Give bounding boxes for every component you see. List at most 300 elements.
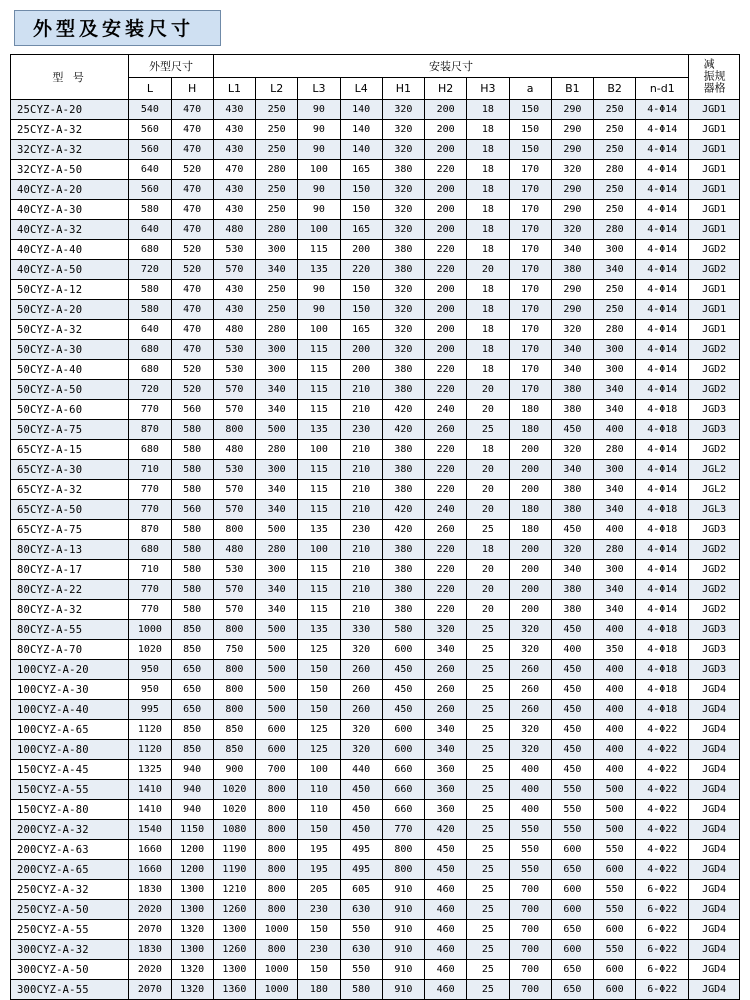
- cell-a: 170: [509, 200, 551, 220]
- cell-H2: 450: [425, 860, 467, 880]
- table-row: [11, 800, 740, 820]
- cell-damper-spec: JGD3: [689, 660, 740, 680]
- cell-H2: 220: [425, 600, 467, 620]
- cell-damper-spec: JGD4: [689, 780, 740, 800]
- cell-model: 50CYZ-A-32: [11, 320, 129, 340]
- cell-a: 150: [509, 100, 551, 120]
- cell-L: 680: [129, 360, 171, 380]
- cell-a: 170: [509, 360, 551, 380]
- cell-L4: 210: [340, 560, 382, 580]
- cell-L3: 150: [298, 820, 340, 840]
- cell-B1: 550: [551, 820, 593, 840]
- cell-damper-spec: JGD2: [689, 580, 740, 600]
- cell-L3: 115: [298, 500, 340, 520]
- cell-damper-spec: JGD1: [689, 320, 740, 340]
- cell-H3: 18: [467, 120, 509, 140]
- cell-L4: 630: [340, 940, 382, 960]
- cell-L1: 530: [213, 560, 255, 580]
- cell-B2: 400: [594, 720, 636, 740]
- cell-L3: 150: [298, 700, 340, 720]
- cell-damper-spec: JGD2: [689, 380, 740, 400]
- cell-damper-spec: JGD1: [689, 160, 740, 180]
- cell-H3: 20: [467, 560, 509, 580]
- cell-B1: 340: [551, 460, 593, 480]
- cell-L1: 1260: [213, 900, 255, 920]
- cell-H2: 220: [425, 580, 467, 600]
- cell-L: 560: [129, 140, 171, 160]
- cell-B2: 400: [594, 420, 636, 440]
- cell-L2: 500: [256, 420, 298, 440]
- cell-n-d1: 4-Φ18: [636, 400, 689, 420]
- cell-L2: 800: [256, 940, 298, 960]
- cell-B2: 400: [594, 660, 636, 680]
- cell-H1: 910: [382, 960, 424, 980]
- cell-L: 2020: [129, 960, 171, 980]
- cell-L2: 800: [256, 900, 298, 920]
- cell-L: 680: [129, 240, 171, 260]
- header-col-H1: H1: [382, 78, 424, 100]
- cell-L: 950: [129, 680, 171, 700]
- cell-L4: 210: [340, 500, 382, 520]
- cell-H2: 460: [425, 920, 467, 940]
- cell-model: 80CYZ-A-55: [11, 620, 129, 640]
- cell-H3: 20: [467, 500, 509, 520]
- cell-n-d1: 4-Φ22: [636, 820, 689, 840]
- cell-H3: 18: [467, 320, 509, 340]
- table-row: [11, 420, 740, 440]
- cell-model: 32CYZ-A-50: [11, 160, 129, 180]
- cell-B2: 600: [594, 860, 636, 880]
- cell-L: 770: [129, 480, 171, 500]
- table-row: [11, 260, 740, 280]
- cell-L: 770: [129, 580, 171, 600]
- cell-L2: 500: [256, 680, 298, 700]
- cell-L2: 300: [256, 240, 298, 260]
- cell-L1: 480: [213, 220, 255, 240]
- cell-L4: 450: [340, 820, 382, 840]
- cell-L: 710: [129, 560, 171, 580]
- cell-a: 150: [509, 140, 551, 160]
- cell-damper-spec: JGD1: [689, 280, 740, 300]
- header-col-B1: B1: [551, 78, 593, 100]
- cell-model: 100CYZ-A-40: [11, 700, 129, 720]
- cell-H1: 320: [382, 120, 424, 140]
- cell-B1: 380: [551, 580, 593, 600]
- table-row: [11, 720, 740, 740]
- cell-B2: 300: [594, 360, 636, 380]
- cell-B2: 500: [594, 780, 636, 800]
- cell-H3: 20: [467, 580, 509, 600]
- cell-L2: 800: [256, 860, 298, 880]
- cell-B1: 600: [551, 900, 593, 920]
- cell-a: 170: [509, 180, 551, 200]
- cell-a: 180: [509, 520, 551, 540]
- cell-B1: 340: [551, 560, 593, 580]
- cell-n-d1: 4-Φ14: [636, 140, 689, 160]
- cell-L2: 340: [256, 580, 298, 600]
- cell-H: 470: [171, 100, 213, 120]
- cell-B2: 250: [594, 300, 636, 320]
- cell-H3: 25: [467, 840, 509, 860]
- cell-B1: 450: [551, 660, 593, 680]
- cell-a: 320: [509, 640, 551, 660]
- cell-H1: 800: [382, 860, 424, 880]
- cell-model: 32CYZ-A-32: [11, 140, 129, 160]
- cell-L2: 800: [256, 820, 298, 840]
- cell-L4: 580: [340, 980, 382, 1000]
- cell-L4: 165: [340, 320, 382, 340]
- cell-L1: 1210: [213, 880, 255, 900]
- table-row: [11, 980, 740, 1000]
- cell-H: 1150: [171, 820, 213, 840]
- cell-B1: 400: [551, 640, 593, 660]
- cell-model: 100CYZ-A-20: [11, 660, 129, 680]
- cell-L4: 450: [340, 800, 382, 820]
- cell-L: 720: [129, 260, 171, 280]
- cell-L2: 700: [256, 760, 298, 780]
- cell-L2: 250: [256, 300, 298, 320]
- cell-B2: 550: [594, 940, 636, 960]
- cell-L: 1410: [129, 780, 171, 800]
- cell-L2: 250: [256, 120, 298, 140]
- cell-L3: 205: [298, 880, 340, 900]
- cell-L1: 530: [213, 340, 255, 360]
- cell-B2: 250: [594, 100, 636, 120]
- cell-H2: 240: [425, 500, 467, 520]
- cell-L2: 300: [256, 340, 298, 360]
- cell-B1: 650: [551, 860, 593, 880]
- cell-L1: 850: [213, 720, 255, 740]
- cell-H: 1320: [171, 920, 213, 940]
- cell-H1: 450: [382, 660, 424, 680]
- cell-B1: 380: [551, 260, 593, 280]
- cell-B2: 550: [594, 840, 636, 860]
- cell-L1: 430: [213, 140, 255, 160]
- table-row: [11, 360, 740, 380]
- table-row: [11, 600, 740, 620]
- cell-B1: 450: [551, 760, 593, 780]
- cell-a: 700: [509, 940, 551, 960]
- table-row: [11, 740, 740, 760]
- cell-damper-spec: JGD1: [689, 120, 740, 140]
- cell-L4: 550: [340, 960, 382, 980]
- cell-H: 650: [171, 700, 213, 720]
- cell-n-d1: 4-Φ22: [636, 780, 689, 800]
- table-row: [11, 200, 740, 220]
- cell-B2: 340: [594, 580, 636, 600]
- cell-H3: 18: [467, 100, 509, 120]
- cell-H1: 380: [382, 240, 424, 260]
- cell-L3: 100: [298, 540, 340, 560]
- cell-H3: 25: [467, 780, 509, 800]
- cell-L1: 470: [213, 160, 255, 180]
- cell-H3: 25: [467, 680, 509, 700]
- cell-a: 200: [509, 600, 551, 620]
- cell-damper-spec: JGD4: [689, 760, 740, 780]
- cell-B2: 340: [594, 600, 636, 620]
- cell-L2: 340: [256, 600, 298, 620]
- cell-H: 850: [171, 720, 213, 740]
- cell-B1: 550: [551, 780, 593, 800]
- cell-model: 300CYZ-A-32: [11, 940, 129, 960]
- cell-L1: 800: [213, 620, 255, 640]
- cell-H: 520: [171, 160, 213, 180]
- cell-n-d1: 4-Φ14: [636, 560, 689, 580]
- cell-B2: 600: [594, 980, 636, 1000]
- cell-L: 1410: [129, 800, 171, 820]
- cell-H: 470: [171, 120, 213, 140]
- cell-H3: 20: [467, 400, 509, 420]
- cell-L1: 430: [213, 280, 255, 300]
- cell-damper-spec: JGD2: [689, 260, 740, 280]
- cell-L3: 90: [298, 100, 340, 120]
- cell-L2: 280: [256, 540, 298, 560]
- cell-L: 2070: [129, 980, 171, 1000]
- cell-L1: 430: [213, 180, 255, 200]
- cell-H1: 450: [382, 680, 424, 700]
- cell-B1: 450: [551, 420, 593, 440]
- cell-L3: 115: [298, 580, 340, 600]
- table-head: [11, 55, 740, 100]
- cell-L1: 430: [213, 100, 255, 120]
- cell-model: 100CYZ-A-30: [11, 680, 129, 700]
- cell-H1: 420: [382, 420, 424, 440]
- cell-a: 550: [509, 840, 551, 860]
- cell-n-d1: 4-Φ14: [636, 380, 689, 400]
- cell-L: 1660: [129, 840, 171, 860]
- cell-B1: 380: [551, 500, 593, 520]
- cell-B2: 600: [594, 920, 636, 940]
- cell-L: 680: [129, 340, 171, 360]
- cell-L4: 220: [340, 260, 382, 280]
- cell-H3: 18: [467, 140, 509, 160]
- cell-B1: 290: [551, 140, 593, 160]
- cell-L3: 115: [298, 560, 340, 580]
- cell-n-d1: 6-Φ22: [636, 940, 689, 960]
- cell-a: 260: [509, 700, 551, 720]
- cell-H: 520: [171, 380, 213, 400]
- cell-damper-spec: JGD1: [689, 200, 740, 220]
- cell-L3: 100: [298, 220, 340, 240]
- cell-H: 580: [171, 560, 213, 580]
- table-row: [11, 480, 740, 500]
- dimension-table: [10, 54, 740, 1000]
- table-group-header-row: [11, 55, 740, 78]
- cell-damper-spec: JGD3: [689, 620, 740, 640]
- cell-H1: 800: [382, 840, 424, 860]
- cell-n-d1: 6-Φ22: [636, 900, 689, 920]
- cell-B2: 300: [594, 340, 636, 360]
- cell-H1: 660: [382, 780, 424, 800]
- cell-B1: 320: [551, 540, 593, 560]
- cell-L1: 1360: [213, 980, 255, 1000]
- cell-H1: 380: [382, 260, 424, 280]
- cell-L: 1325: [129, 760, 171, 780]
- cell-H: 940: [171, 780, 213, 800]
- cell-damper-spec: JGD2: [689, 340, 740, 360]
- cell-model: 65CYZ-A-32: [11, 480, 129, 500]
- cell-H2: 220: [425, 560, 467, 580]
- cell-H1: 320: [382, 340, 424, 360]
- cell-L3: 115: [298, 340, 340, 360]
- cell-L: 680: [129, 540, 171, 560]
- cell-L3: 90: [298, 280, 340, 300]
- cell-H: 580: [171, 580, 213, 600]
- cell-model: 65CYZ-A-30: [11, 460, 129, 480]
- table-row: [11, 540, 740, 560]
- table-row: [11, 580, 740, 600]
- cell-B1: 450: [551, 700, 593, 720]
- cell-B1: 380: [551, 400, 593, 420]
- cell-L4: 140: [340, 120, 382, 140]
- cell-B2: 340: [594, 380, 636, 400]
- cell-H: 850: [171, 640, 213, 660]
- cell-H3: 25: [467, 520, 509, 540]
- cell-H2: 220: [425, 440, 467, 460]
- cell-H1: 600: [382, 640, 424, 660]
- header-mount-group: 安装尺寸: [213, 55, 688, 78]
- cell-L3: 90: [298, 140, 340, 160]
- cell-B2: 280: [594, 160, 636, 180]
- cell-H1: 580: [382, 620, 424, 640]
- cell-L1: 1300: [213, 920, 255, 940]
- cell-L2: 250: [256, 200, 298, 220]
- cell-B1: 600: [551, 840, 593, 860]
- cell-B1: 380: [551, 380, 593, 400]
- cell-B2: 280: [594, 540, 636, 560]
- cell-H2: 360: [425, 800, 467, 820]
- header-col-L1: L1: [213, 78, 255, 100]
- cell-model: 65CYZ-A-50: [11, 500, 129, 520]
- cell-n-d1: 4-Φ14: [636, 300, 689, 320]
- cell-H1: 600: [382, 740, 424, 760]
- cell-L4: 200: [340, 340, 382, 360]
- cell-B2: 550: [594, 880, 636, 900]
- cell-n-d1: 4-Φ14: [636, 600, 689, 620]
- cell-H3: 20: [467, 600, 509, 620]
- cell-H3: 25: [467, 860, 509, 880]
- cell-L: 870: [129, 520, 171, 540]
- cell-H: 1320: [171, 980, 213, 1000]
- cell-damper-spec: JGD1: [689, 220, 740, 240]
- cell-L2: 340: [256, 380, 298, 400]
- cell-L3: 125: [298, 640, 340, 660]
- cell-a: 200: [509, 460, 551, 480]
- cell-H: 1320: [171, 960, 213, 980]
- cell-a: 200: [509, 540, 551, 560]
- cell-L3: 195: [298, 840, 340, 860]
- cell-L3: 125: [298, 720, 340, 740]
- cell-n-d1: 4-Φ14: [636, 260, 689, 280]
- cell-H: 470: [171, 220, 213, 240]
- cell-damper-spec: JGD4: [689, 740, 740, 760]
- cell-L4: 210: [340, 400, 382, 420]
- cell-model: 250CYZ-A-50: [11, 900, 129, 920]
- cell-damper-spec: JGD3: [689, 400, 740, 420]
- cell-L3: 135: [298, 420, 340, 440]
- cell-L3: 135: [298, 620, 340, 640]
- cell-H3: 18: [467, 180, 509, 200]
- header-col-nd1: n-d1: [636, 78, 689, 100]
- cell-a: 550: [509, 860, 551, 880]
- cell-L2: 340: [256, 400, 298, 420]
- page-title: 外型及安装尺寸: [33, 18, 195, 40]
- cell-H1: 380: [382, 580, 424, 600]
- cell-L4: 210: [340, 380, 382, 400]
- cell-L1: 1260: [213, 940, 255, 960]
- header-col-H3: H3: [467, 78, 509, 100]
- table-row: [11, 120, 740, 140]
- cell-H1: 320: [382, 300, 424, 320]
- cell-H1: 380: [382, 480, 424, 500]
- cell-L2: 500: [256, 640, 298, 660]
- cell-n-d1: 4-Φ18: [636, 420, 689, 440]
- cell-a: 170: [509, 380, 551, 400]
- cell-n-d1: 4-Φ14: [636, 200, 689, 220]
- cell-H2: 420: [425, 820, 467, 840]
- cell-model: 50CYZ-A-50: [11, 380, 129, 400]
- cell-n-d1: 4-Φ14: [636, 360, 689, 380]
- cell-a: 170: [509, 160, 551, 180]
- cell-H1: 910: [382, 920, 424, 940]
- cell-a: 700: [509, 900, 551, 920]
- cell-H1: 320: [382, 280, 424, 300]
- table-row: [11, 320, 740, 340]
- cell-L3: 125: [298, 740, 340, 760]
- cell-damper-spec: JGD4: [689, 720, 740, 740]
- cell-model: 80CYZ-A-17: [11, 560, 129, 580]
- cell-H1: 380: [382, 360, 424, 380]
- cell-L3: 230: [298, 900, 340, 920]
- cell-L2: 300: [256, 360, 298, 380]
- cell-L4: 450: [340, 780, 382, 800]
- cell-L: 1020: [129, 640, 171, 660]
- cell-L: 580: [129, 300, 171, 320]
- cell-B1: 290: [551, 100, 593, 120]
- cell-H: 470: [171, 140, 213, 160]
- table-row: [11, 400, 740, 420]
- cell-H: 520: [171, 360, 213, 380]
- cell-H1: 600: [382, 720, 424, 740]
- cell-a: 170: [509, 320, 551, 340]
- cell-H: 1200: [171, 840, 213, 860]
- cell-H1: 380: [382, 600, 424, 620]
- cell-B1: 450: [551, 740, 593, 760]
- cell-H: 1300: [171, 900, 213, 920]
- cell-H3: 20: [467, 380, 509, 400]
- cell-n-d1: 4-Φ18: [636, 520, 689, 540]
- cell-B1: 450: [551, 620, 593, 640]
- table-row: [11, 180, 740, 200]
- cell-model: 50CYZ-A-20: [11, 300, 129, 320]
- cell-L: 1540: [129, 820, 171, 840]
- cell-model: 250CYZ-A-32: [11, 880, 129, 900]
- cell-B2: 250: [594, 120, 636, 140]
- cell-model: 80CYZ-A-70: [11, 640, 129, 660]
- table-row: [11, 960, 740, 980]
- cell-damper-spec: JGD3: [689, 420, 740, 440]
- cell-model: 65CYZ-A-15: [11, 440, 129, 460]
- table-row: [11, 780, 740, 800]
- cell-a: 170: [509, 220, 551, 240]
- cell-H2: 200: [425, 320, 467, 340]
- cell-B2: 350: [594, 640, 636, 660]
- cell-L4: 150: [340, 180, 382, 200]
- cell-B2: 340: [594, 480, 636, 500]
- cell-H3: 18: [467, 300, 509, 320]
- cell-H2: 220: [425, 480, 467, 500]
- cell-n-d1: 4-Φ18: [636, 700, 689, 720]
